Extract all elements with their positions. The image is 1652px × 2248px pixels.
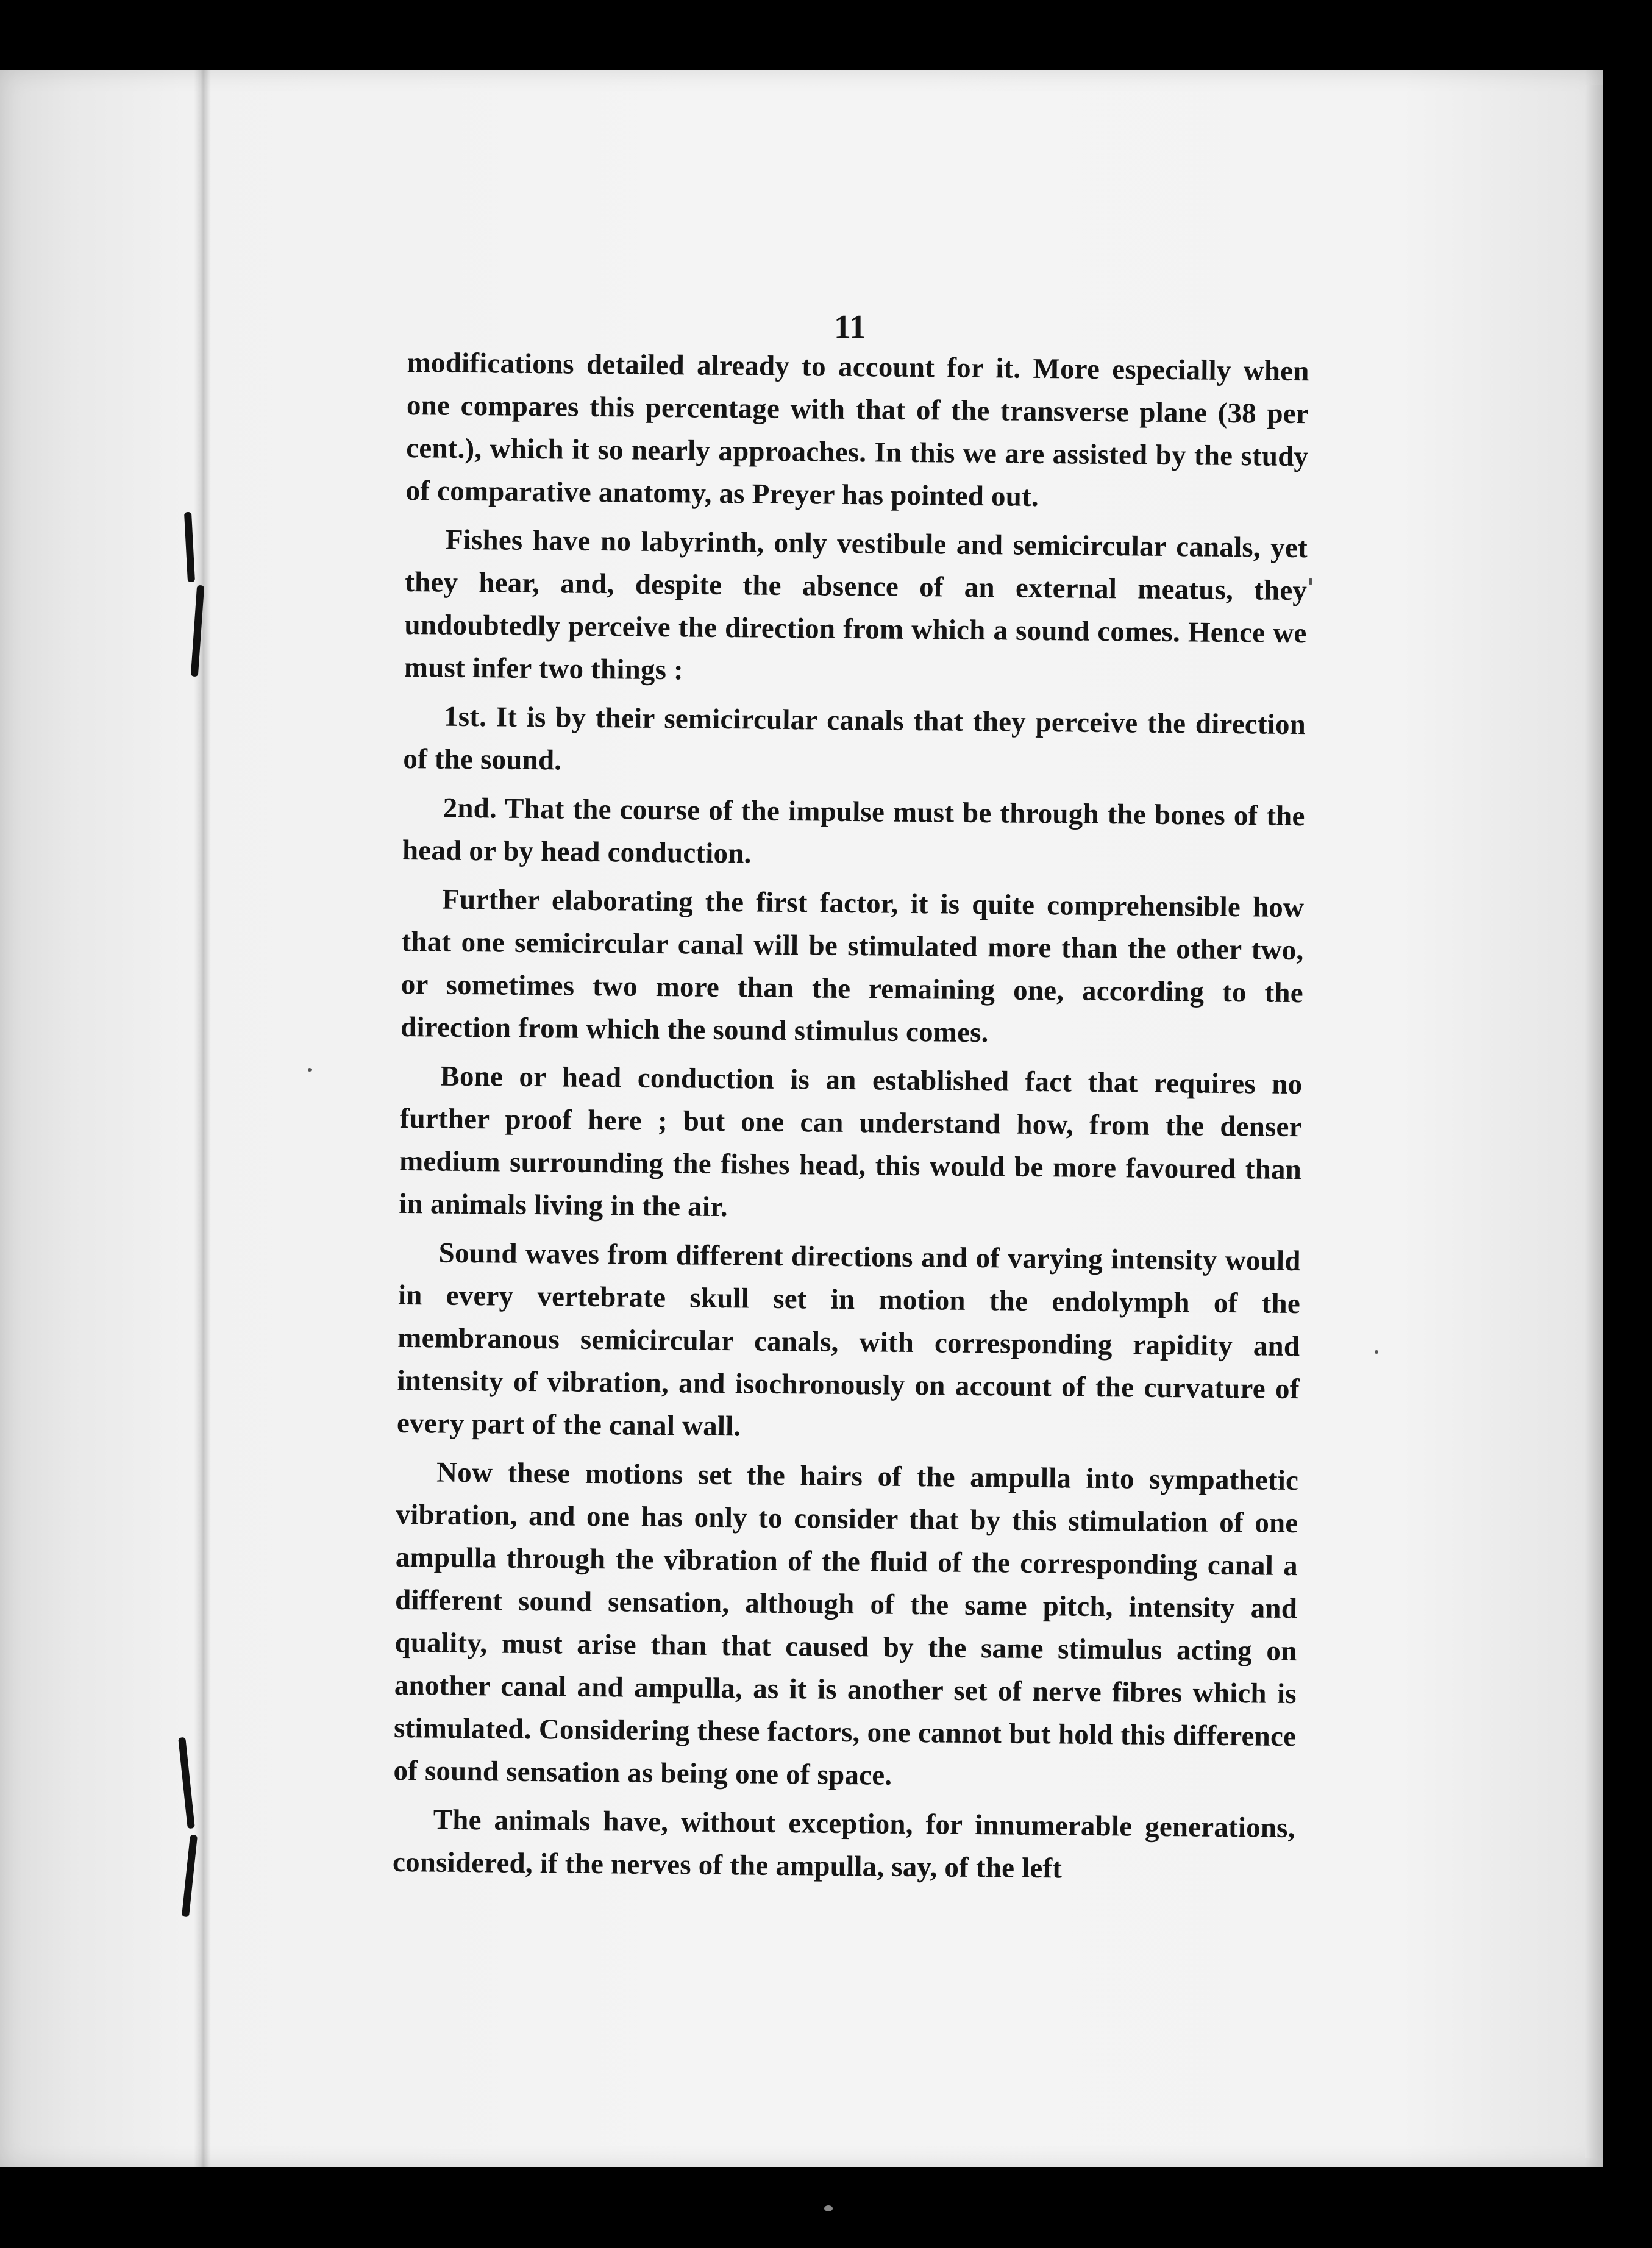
paragraph: 1st. It is by their semicircular canals that they perceive the direction of the sound. [403,700,1306,777]
page-edge-shadow [1585,85,1603,2158]
binding-gutter [194,70,211,2167]
paragraph: The animals have, without exception, for innumerable generations, considered, if the nerves of the ampulla, say, of the left [392,1804,1295,1885]
page-number: 11 [834,308,866,346]
scan-speck [1375,1350,1378,1354]
paragraph: Fishes have no labyrinth, only vestibule and semicircular canals, yet they hear, and, despite the absence of an external meatus, they undoubtedly perceive the direction from which a sound comes. Hence we must infer two things : [404,524,1308,686]
scan-speck [308,1068,312,1072]
paragraph: modifications detailed already to account for it. More especially when one compares this percentage with that of the transverse plane (38 per cent.), which it so nearly approaches. In this we are assisted by the study of comparative anatomy, as Preyer has pointed out. [405,346,1309,513]
paragraph: Sound waves from different directions and of varying intensity would in every vertebrate skull set in motion the endolymph of the membranous semicircular canals, with corresponding rapidity and intensity of vibration, and isochronously on account of the curvature of every part of the canal wall. [396,1237,1301,1443]
paragraph: Bone or head conduction is an established fact that requires no further proof here ; but one can understand how, from the denser medium surrounding the fishes head, this would be more favoured than in animals living in the air. [399,1060,1303,1223]
scan-speck [824,2205,833,2211]
scan-speck [1309,578,1312,585]
body-text [393,341,1309,1898]
paragraph: Now these motions set the hairs of the ampulla into sympathetic vibration, and one has only to consider that by this stimulation of one ampulla through the vibration of the fluid of the corresponding canal a different sound sensation, although of the same pitch, intensity and quality, must arise than that caused by the same stimulus acting on another canal and ampulla, as it is another set of nerve fibres which is stimulated. Considering these factors, one cannot but hold this difference of sound sensation as being one of space. [393,1456,1299,1791]
paragraph: 2nd. That the course of the impulse must be through the bones of the head or by head conduction. [402,792,1305,870]
paragraph: Further elaborating the first factor, it is quite comprehensible how that one semicircular canal will be stimulated more than the other two, or sometimes two more than the remaining one, according to the direction from which the sound stimulus comes. [400,883,1305,1049]
